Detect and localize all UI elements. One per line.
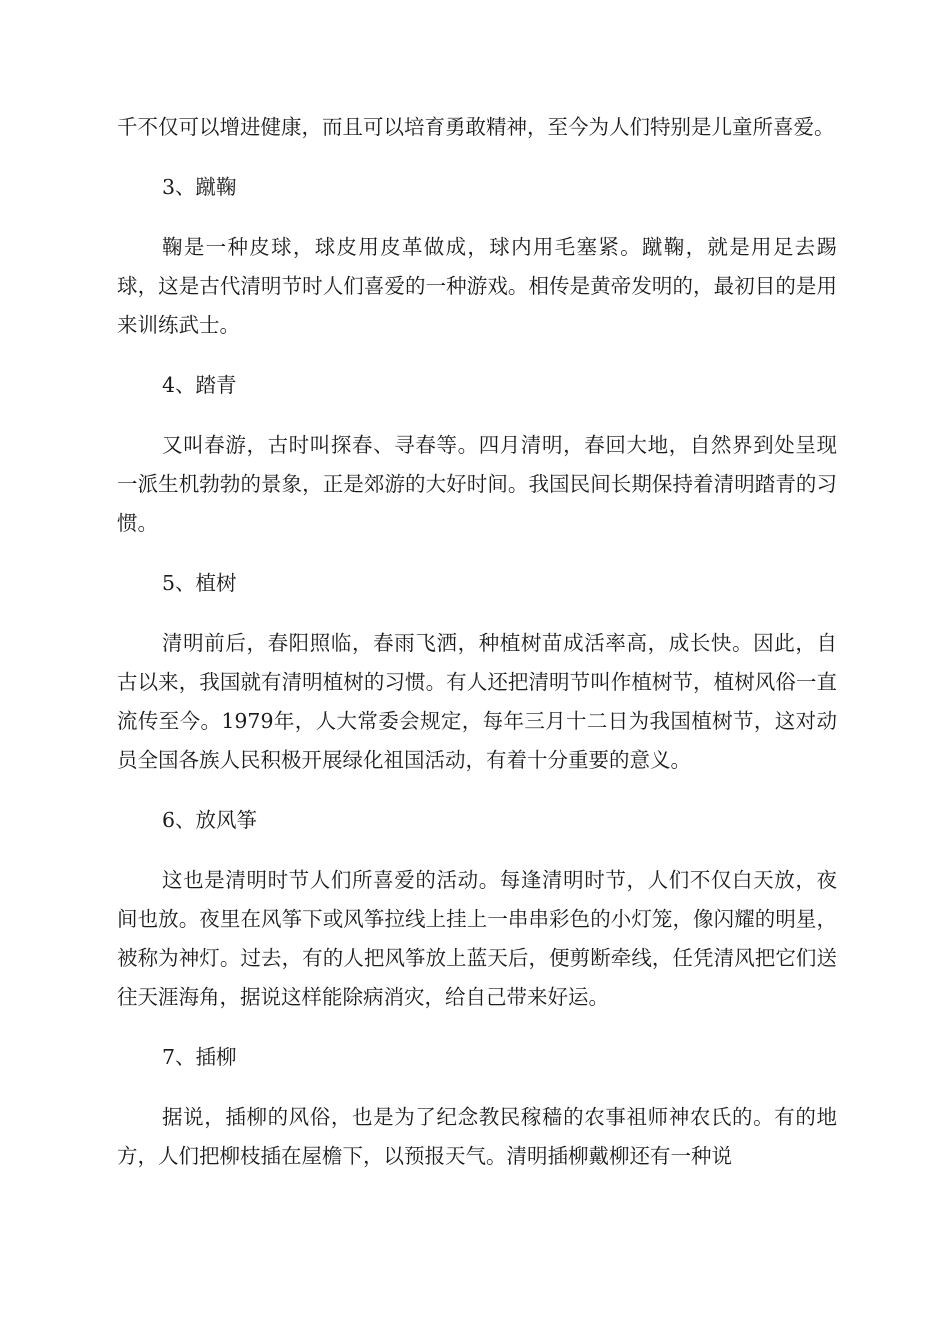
document-body bbox=[117, 108, 837, 1197]
paragraph-taqing: 又叫春游，古时叫探春、寻春等。四月清明，春回大地，自然界到处呈现一派生机勃勃的景象，正是郊游的大好时间。我国民间长期保持着清明踏青的习惯。 bbox=[117, 433, 837, 535]
paragraph-continued: 千不仅可以增进健康，而且可以培育勇敢精神，至今为人们特别是儿童所喜爱。 bbox=[117, 115, 835, 139]
section-heading-taqing: 4、踏青 bbox=[162, 373, 237, 397]
paragraph-chaliu: 据说，插柳的风俗，也是为了纪念教民稼穑的农事祖师神农氏的。有的地方，人们把柳枝插在屋檐下，以预报天气。清明插柳戴柳还有一种说 bbox=[117, 1105, 837, 1168]
section-heading-cuju: 3、蹴鞠 bbox=[162, 175, 237, 199]
paragraph-zhishu: 清明前后，春阳照临，春雨飞洒，种植树苗成活率高，成长快。因此，自古以来，我国就有清明植树的习惯。有人还把清明节叫作植树节，植树风俗一直流传至今。1979年，人大常委会规定，每年三月十二日为我国植树节，这对动员全国各族人民积极开展绿化祖国活动，有着十分重要的意义。 bbox=[117, 631, 837, 772]
section-heading-fengzheng: 6、放风筝 bbox=[162, 808, 258, 832]
paragraph-cuju: 鞠是一种皮球，球皮用皮革做成，球内用毛塞紧。蹴鞠，就是用足去踢球，这是古代清明节时人们喜爱的一种游戏。相传是黄帝发明的，最初目的是用来训练武士。 bbox=[117, 235, 837, 337]
section-heading-zhishu: 5、植树 bbox=[162, 571, 237, 595]
section-heading-chaliu: 7、插柳 bbox=[162, 1045, 237, 1069]
paragraph-fengzheng: 这也是清明时节人们所喜爱的活动。每逢清明时节，人们不仅白天放，夜间也放。夜里在风筝下或风筝拉线上挂上一串串彩色的小灯笼，像闪耀的明星，被称为神灯。过去，有的人把风筝放上蓝天后，便剪断牵线，任凭清风把它们送往天涯海角，据说这样能除病消灾，给自己带来好运。 bbox=[117, 868, 837, 1009]
